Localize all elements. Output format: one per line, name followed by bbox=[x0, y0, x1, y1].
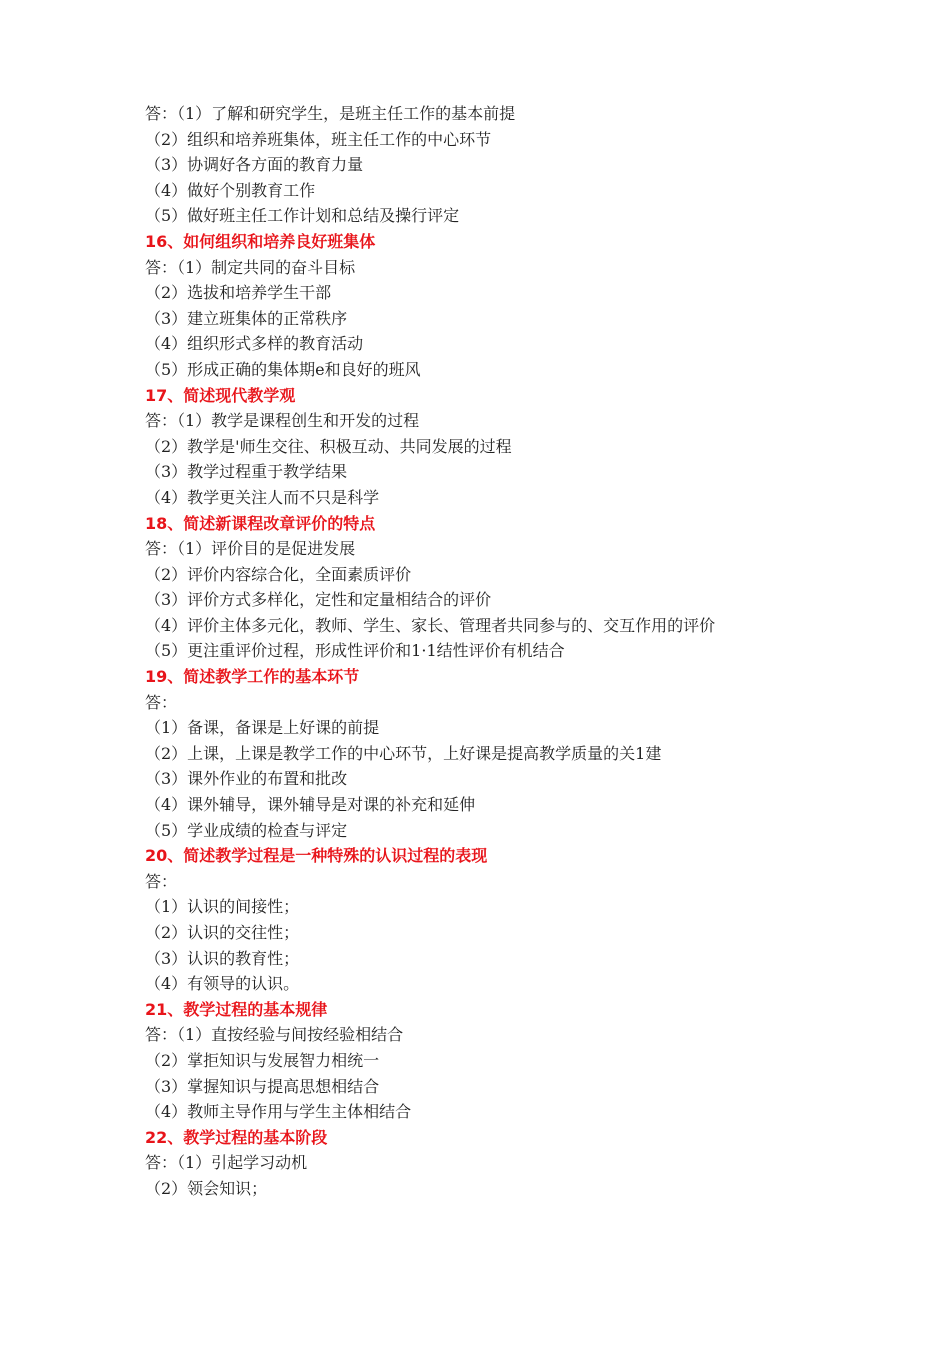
section-heading: 20、简述教学过程是一种特殊的认识过程的表现 bbox=[145, 846, 488, 866]
body-line: （5）学业成绩的检查与评定 bbox=[145, 820, 348, 840]
body-line: （3）评价方式多样化，定性和定量相结合的评价 bbox=[145, 590, 492, 610]
body-line: 答：（1）评价目的是促进发展 bbox=[145, 539, 356, 559]
body-line: （5）做好班主任工作计划和总结及操行评定 bbox=[145, 206, 460, 226]
body-line: （3）课外作业的布置和批改 bbox=[145, 769, 348, 789]
body-line: （2）掌拒知识与发展智力相统一 bbox=[145, 1050, 380, 1070]
body-line: 答： bbox=[145, 871, 178, 891]
body-line: （2）教学是'师生交往、积极互动、共同发展的过程 bbox=[145, 436, 512, 456]
body-line: 答：（1）制定共同的奋斗目标 bbox=[145, 257, 356, 277]
body-line: （2）评价内容综合化，全面素质评价 bbox=[145, 564, 412, 584]
body-line: 答：（1）教学是课程创生和开发的过程 bbox=[145, 411, 420, 431]
body-line: （3）建立班集体的正常秩序 bbox=[145, 308, 348, 328]
document-page bbox=[145, 101, 845, 1202]
body-line: （1）认识的间接性； bbox=[145, 897, 300, 917]
body-line: （2）选拔和培养学生干部 bbox=[145, 283, 332, 303]
section-heading: 17、简述现代教学观 bbox=[145, 385, 296, 405]
body-line: （3）掌握知识与提高思想相结合 bbox=[145, 1076, 380, 1096]
body-line: （1）备课，备课是上好课的前提 bbox=[145, 718, 380, 738]
body-line: （2）认识的交往性； bbox=[145, 923, 300, 942]
body-line: （4）做好个别教育工作 bbox=[145, 180, 316, 200]
section-heading: 19、简述教学工作的基本环节 bbox=[145, 667, 360, 687]
body-line: （3）教学过程重于教学结果 bbox=[145, 462, 348, 482]
body-line: （5）更注重评价过程，形成性评价和1·1结性评价有机结合 bbox=[145, 641, 565, 661]
body-line: （4）有领导的认识。 bbox=[145, 974, 300, 994]
body-line: 答： bbox=[145, 692, 178, 712]
body-line: （3）认识的教育性； bbox=[145, 948, 300, 968]
body-line: （4）教学更关注人而不只是科学 bbox=[145, 487, 380, 507]
section-heading: 18、简述新课程改章评价的特点 bbox=[145, 513, 376, 533]
body-line: （2）领会知识； bbox=[145, 1178, 268, 1198]
body-line: 答：（1）了解和研究学生，是班主任工作的基本前提 bbox=[145, 104, 516, 123]
body-line: 答：（1）直按经验与间按经验相结合 bbox=[145, 1025, 404, 1045]
section-heading: 22、教学过程的基本阶段 bbox=[145, 1127, 328, 1147]
body-line: （4）课外辅导，课外辅导是对课的补充和延伸 bbox=[145, 795, 476, 815]
body-line: （3）协调好各方面的教育力量 bbox=[145, 155, 364, 175]
body-line: 答：（1）引起学习动机 bbox=[145, 1153, 308, 1173]
body-line: （2）上课，上课是教学工作的中心环节，上好课是提高教学质量的关1建 bbox=[145, 743, 662, 763]
body-line: （4）评价主体多元化，教师、学生、家长、管理者共同参与的、交互作用的评价 bbox=[145, 615, 716, 635]
body-line: （5）形成正确的集体期e和良好的班风 bbox=[145, 359, 421, 379]
body-line: （4）组织形式多样的教育活动 bbox=[145, 334, 364, 354]
section-heading: 21、教学过程的基本规律 bbox=[145, 999, 328, 1019]
body-line: （4）教师主导作用与学生主体相结合 bbox=[145, 1102, 412, 1122]
section-heading: 16、如何组织和培养良好班集体 bbox=[145, 231, 376, 251]
body-line: （2）组织和培养班集体，班主任工作的中心环节 bbox=[145, 129, 492, 149]
